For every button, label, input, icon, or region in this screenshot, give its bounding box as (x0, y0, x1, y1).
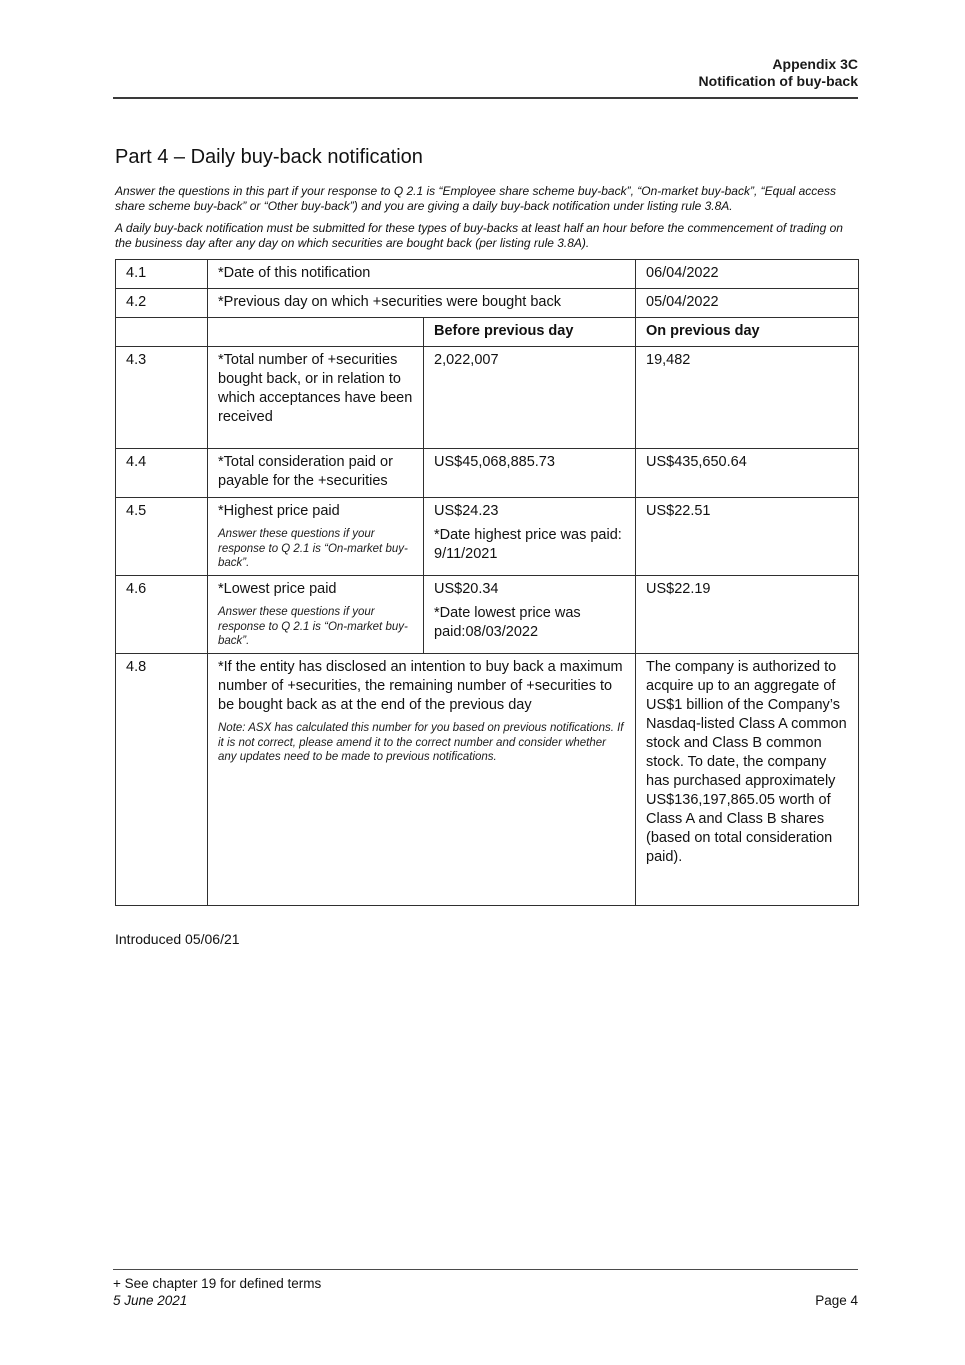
q4-2-number: 4.2 (116, 289, 208, 318)
appendix-subtitle: Notification of buy-back (698, 73, 858, 89)
q4-5-before-price: US$24.23 (434, 503, 499, 519)
intro-paragraph-1: Answer the questions in this part if your response to Q 2.1 is “Employee share scheme buy-back”, “On-market buy-back”, “Equal access share scheme buy-back” or “Other buy-back”) and you are giving a daily buy-back notification under listing rule 3.8A. (115, 184, 836, 213)
table-row-4-4 (116, 449, 859, 498)
appendix-title: Appendix 3C (772, 56, 858, 72)
q4-3-label: *Total number of +securities bought back, or in relation to which acceptances have been received (208, 347, 424, 449)
column-header-before-previous-day: Before previous day (424, 318, 636, 347)
table-row-4-6 (116, 576, 859, 654)
page-footer (113, 1269, 858, 1309)
introduced-note: Introduced 05/06/21 (115, 931, 240, 947)
q4-2-answer: 05/04/2022 (636, 289, 859, 318)
q4-5-label-cell (208, 498, 424, 576)
q4-6-note: Answer these questions if your response to Q 2.1 is “On-market buy-back”. (218, 606, 408, 647)
q4-2-label: *Previous day on which +securities were bought back (208, 289, 636, 318)
q4-8-label-cell (208, 654, 636, 906)
table-column-header-row (116, 318, 859, 347)
q4-4-label: *Total consideration paid or payable for the +securities (208, 449, 424, 498)
q4-5-on-value: US$22.51 (636, 498, 859, 576)
q4-5-number: 4.5 (116, 498, 208, 576)
q4-8-number: 4.8 (116, 654, 208, 906)
q4-3-before-value: 2,022,007 (424, 347, 636, 449)
defined-terms-note: + See chapter 19 for defined terms (113, 1276, 322, 1291)
q4-6-before-date: *Date lowest price was paid:08/03/2022 (434, 605, 581, 640)
document-header (113, 56, 858, 99)
q4-4-on-value: US$435,650.64 (636, 449, 859, 498)
q4-6-label-cell (208, 576, 424, 654)
column-header-on-previous-day: On previous day (636, 318, 859, 347)
q4-6-before-price: US$20.34 (434, 581, 499, 597)
intro-paragraph-2: A daily buy-back notification must be submitted for these types of buy-backs at least half an hour before the commencement of trading on the business day after any day on which securities are bought back (per listing rule 3.8A). (115, 221, 843, 250)
q4-6-number: 4.6 (116, 576, 208, 654)
footer-date: 5 June 2021 (113, 1293, 188, 1308)
q4-5-before-date: *Date highest price was paid: 9/11/2021 (434, 527, 622, 562)
q4-1-answer: 06/04/2022 (636, 260, 859, 289)
page-number: Page 4 (815, 1293, 858, 1308)
intro-section (115, 184, 858, 258)
q4-6-before-cell (424, 576, 636, 654)
q4-4-before-value: US$45,068,885.73 (424, 449, 636, 498)
table-row-4-3 (116, 347, 859, 449)
q4-8-label: *If the entity has disclosed an intention to buy back a maximum number of +securities, the remaining number of +securities to be bought back as at the end of the previous day (218, 659, 623, 713)
table-row-4-1 (116, 260, 859, 289)
q4-3-on-value: 19,482 (636, 347, 859, 449)
part-title: Part 4 – Daily buy-back notification (115, 146, 423, 168)
header-empty-cell-1 (116, 318, 208, 347)
table-row-4-5 (116, 498, 859, 576)
q4-4-number: 4.4 (116, 449, 208, 498)
q4-3-number: 4.3 (116, 347, 208, 449)
q4-1-label: *Date of this notification (208, 260, 636, 289)
q4-8-answer: The company is authorized to acquire up to an aggregate of US$1 billion of the Company’s Nasdaq-listed Class A common stock and Class B common stock. To date, the company has purchased approximately US$136,197,865.05 worth of Class A and Class B shares (based on total consideration paid). (636, 654, 859, 906)
q4-5-label: *Highest price paid (218, 503, 340, 519)
q4-5-before-cell (424, 498, 636, 576)
table-row-4-8 (116, 654, 859, 906)
q4-5-note: Answer these questions if your response to Q 2.1 is “On-market buy-back”. (218, 528, 408, 569)
table-row-4-2 (116, 289, 859, 318)
buyback-notification-table (115, 259, 859, 906)
q4-1-number: 4.1 (116, 260, 208, 289)
header-empty-cell-2 (208, 318, 424, 347)
q4-6-label: *Lowest price paid (218, 581, 337, 597)
q4-6-on-value: US$22.19 (636, 576, 859, 654)
q4-8-note: Note: ASX has calculated this number for you based on previous notifications. If it is not correct, please amend it to the correct number and consider whether any updates need to be made to previous notifications. (218, 722, 624, 763)
